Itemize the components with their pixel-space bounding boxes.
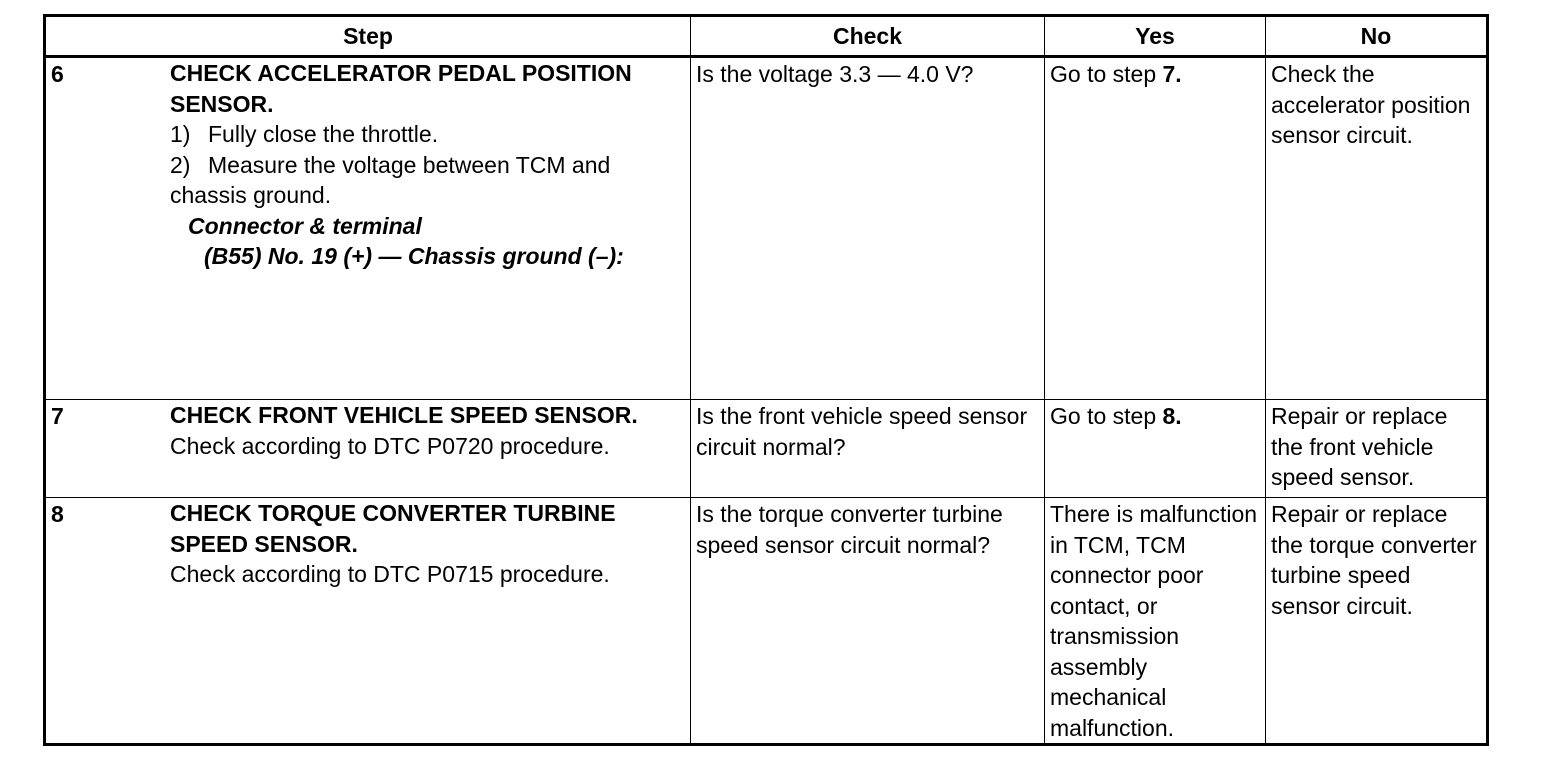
step-cell [45,57,691,400]
connector-detail: (B55) No. 19 (+) — Chassis ground (–): [204,243,624,269]
header-check: Check [691,16,1045,57]
no-cell: Repair or replace the torque converter turbine speed sensor circuit. [1266,498,1488,745]
table-row [45,57,1488,400]
check-cell: Is the voltage 3.3 — 4.0 V? [691,57,1045,400]
yes-cell: Go to step 8. [1045,400,1266,498]
step-number: 7 [51,403,64,429]
table-header-row [45,16,1488,57]
step-number: 6 [51,61,64,87]
table-row [45,400,1488,498]
check-cell: Is the front vehicle speed sensor circuit normal? [691,400,1045,498]
step-title: CHECK TORQUE CONVERTER TURBINE SPEED SENSOR. [170,500,616,557]
table-row [45,498,1488,745]
step-cell [45,498,691,745]
no-cell: Repair or replace the front vehicle speed sensor. [1266,400,1488,498]
connector-label: Connector & terminal [188,212,422,239]
step-number: 8 [51,501,64,527]
yes-step-link: 7. [1162,61,1182,87]
step-title: CHECK ACCELERATOR PEDAL POSITION SENSOR. [170,60,632,117]
yes-cell: There is malfunction in TCM, TCM connector poor contact, or transmission assembly mechanical malfunction. [1045,498,1266,745]
yes-cell: Go to step 7. [1045,57,1266,400]
header-step: Step [45,16,691,57]
instruction-item: 1) Fully close the throttle. [170,121,439,147]
step-title: CHECK FRONT VEHICLE SPEED SENSOR. [170,402,638,428]
header-yes: Yes [1045,16,1266,57]
step-instruction: Check according to DTC P0715 procedure. [170,561,610,587]
header-no: No [1266,16,1488,57]
step-cell [45,400,691,498]
step-instruction: Check according to DTC P0720 procedure. [170,432,610,459]
diagnostic-table [43,14,1489,746]
check-cell: Is the torque converter turbine speed sensor circuit normal? [691,498,1045,745]
yes-step-link: 8. [1162,403,1182,429]
no-cell: Check the accelerator position sensor circuit. [1266,57,1488,400]
instruction-item: 2) Measure the voltage between TCM and chassis ground. [170,151,611,208]
